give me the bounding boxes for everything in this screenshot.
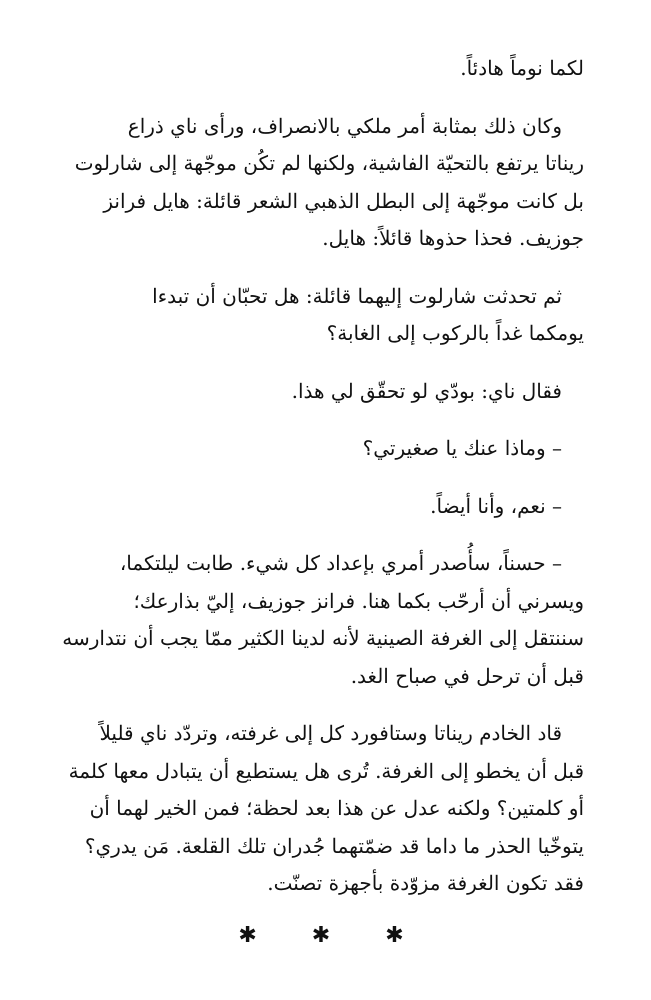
text-line: – حسناً، سأُصدر أمري بإعداد كل شيء. طابت ليلتكما،	[119, 551, 562, 575]
paragraph-1	[72, 50, 584, 88]
text-line: لكما نوماً هادئاً.	[460, 56, 584, 80]
section-separator	[72, 923, 584, 948]
text-line: قبل أن يخطو إلى الغرفة. تُرى هل يستطيع أن يتبادل معها كلمة	[68, 758, 584, 783]
text-line: أو كلمتين؟ ولكنه عدل عن هذا بعد لحظة؛ فمن الخير لهما أن	[89, 796, 584, 820]
text-line: ويسرني أن أرحّب بكما هنا. فرانز جوزيف، إليّ بذارعك؛	[133, 588, 584, 613]
text-line: يومكما غداً بالركوب إلى الغابة؟	[326, 321, 584, 345]
paragraph-4	[72, 373, 584, 411]
text-line: وكان ذلك بمثابة أمر ملكي بالانصراف، ورأى ناي ذراع	[127, 113, 562, 138]
paragraph-7	[62, 545, 584, 695]
text-line: يتوخّيا الحذر ما داما قد ضمّتهما جُدران تلك القلعة. مَن يدري؟	[84, 833, 584, 858]
text-line: – وماذا عنك يا صغيرتي؟	[362, 436, 562, 460]
text-line: ريناتا يرتفع بالتحيّة الفاشية، ولكنها لم تكُن موجّهة إلى شارلوت	[74, 151, 584, 175]
text-line: قبل أن ترحل في صباح الغد.	[350, 663, 584, 688]
text-line: – نعم، وأنا أيضاً.	[430, 493, 562, 518]
book-page	[62, 50, 584, 948]
text-line: بل كانت موجّهة إلى البطل الذهبي الشعر قائلة: هايل فرانز	[103, 188, 584, 213]
text-line: سننتقل إلى الغرفة الصينية لأنه لدينا الكثير ممّا يجب أن نتدارسه	[62, 626, 584, 650]
text-line: فقد تكون الغرفة مزوّدة بأجهزة تصنّت.	[267, 871, 584, 895]
text-line: فقال ناي: بودّي لو تحقّق لي هذا.	[291, 378, 562, 403]
paragraph-8	[68, 715, 584, 903]
text-line: جوزيف. فحذا حذوها قائلاً: هايل.	[322, 226, 584, 250]
text-line: قاد الخادم ريناتا وستافورد كل إلى غرفته، وتردّد ناي قليلاً	[99, 721, 562, 745]
paragraph-3	[72, 278, 584, 353]
asterisk-icon: ✱	[385, 922, 418, 948]
paragraph-2	[72, 108, 584, 258]
text-line: ثم تحدثت شارلوت إليهما قائلة: هل تحبّان أن تبدءا	[152, 283, 562, 308]
asterisk-icon: ✱	[238, 922, 271, 948]
asterisk-icon: ✱	[311, 922, 345, 948]
paragraph-6	[72, 488, 584, 526]
paragraph-5	[72, 430, 584, 468]
